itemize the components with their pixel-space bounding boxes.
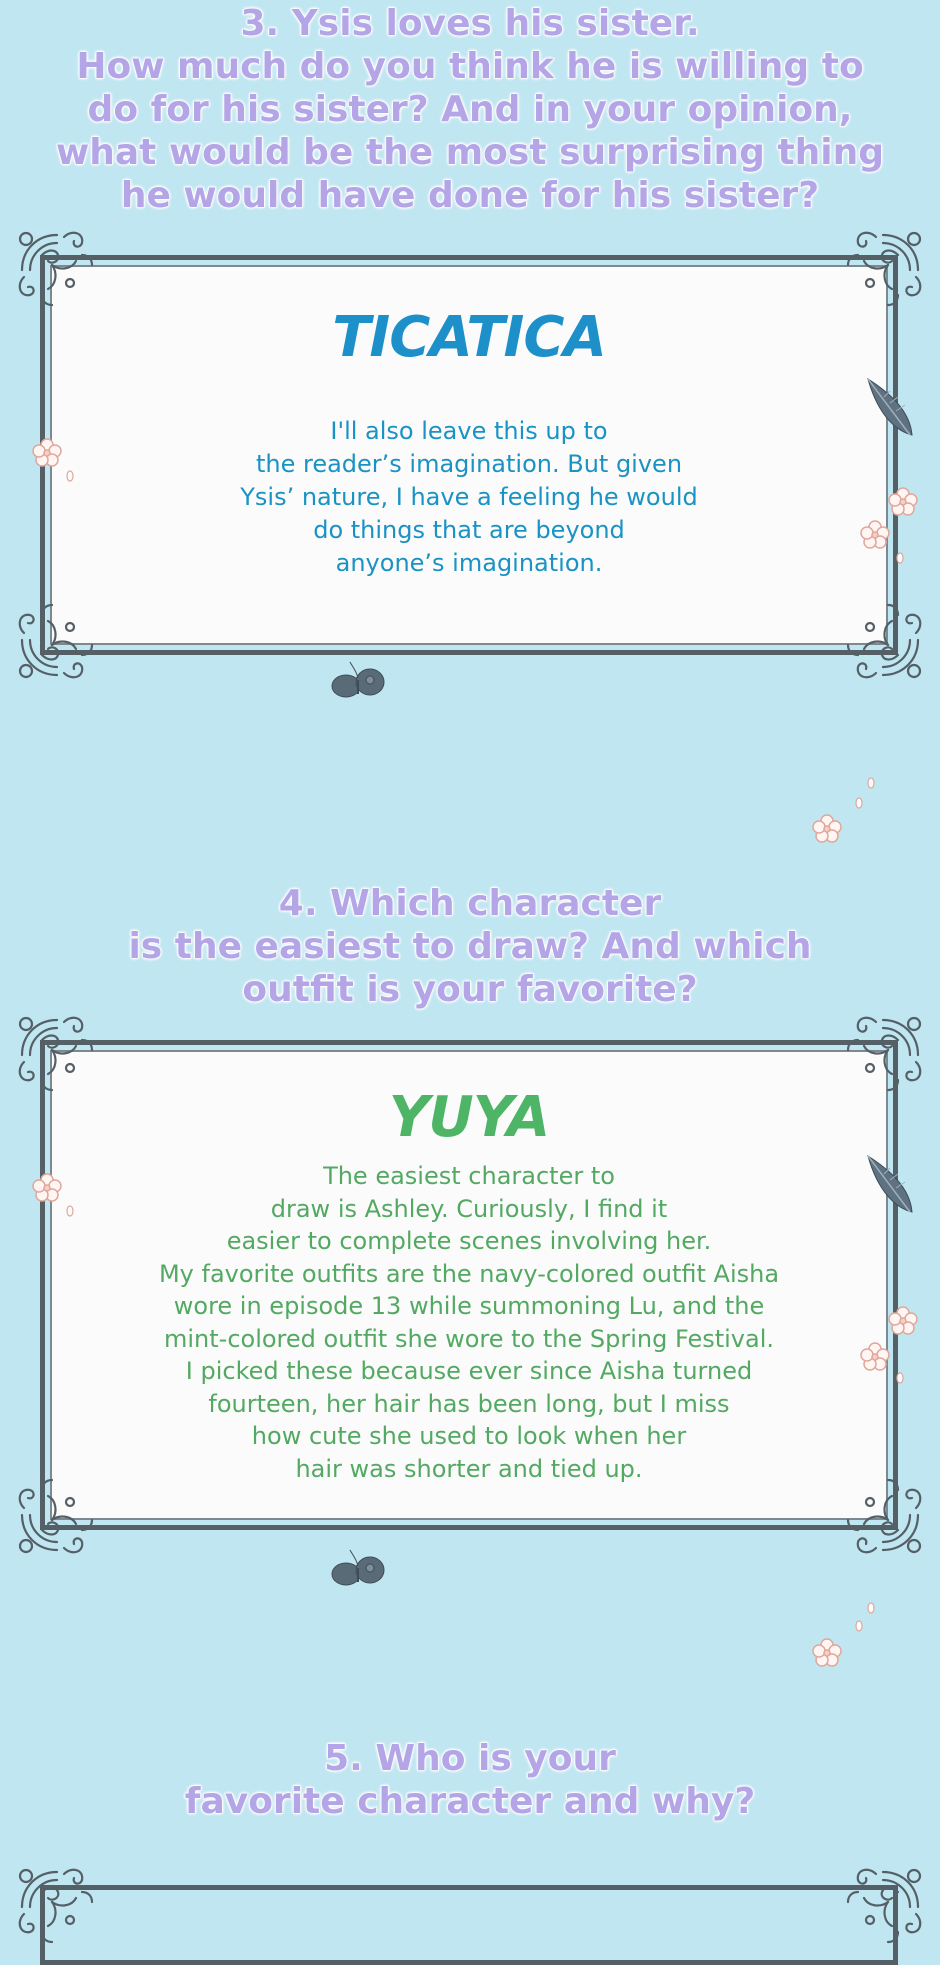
ornate-corner-icon [838, 1470, 928, 1560]
answer-line: I'll also leave this up to [330, 417, 608, 445]
answer-card-partial [40, 1885, 898, 1965]
answer-line: fourteen, her hair has been long, but I miss [208, 1389, 730, 1418]
flower-petal-icon [866, 775, 876, 794]
author-name: TICATICA [332, 305, 606, 370]
flower-petal-icon [32, 438, 62, 472]
flower-petal-icon [888, 487, 918, 521]
question-4-line: outfit is your favorite? [242, 969, 698, 1010]
question-3-line: 3. Ysis loves his sister. [240, 3, 700, 44]
butterfly-icon [328, 660, 388, 708]
flower-petal-icon [854, 795, 864, 814]
answer-line: do things that are beyond [313, 516, 625, 544]
answer-text [80, 1160, 858, 1485]
ornate-corner-icon [12, 1470, 102, 1560]
question-4-line: is the easiest to draw? And which [128, 926, 812, 967]
answer-card-ticatica [40, 255, 898, 655]
question-3-line: he would have done for his sister? [120, 175, 820, 216]
ornate-corner-icon [838, 225, 928, 315]
butterfly-icon [328, 1548, 388, 1596]
ornate-corner-icon [838, 595, 928, 685]
flower-petal-icon [860, 1342, 890, 1376]
ornate-corner-icon [12, 595, 102, 685]
question-5-line: 5. Who is your [324, 1738, 616, 1779]
question-3-line: what would be the most surprising thing [55, 132, 885, 173]
question-4 [40, 882, 900, 1011]
answer-line: The easiest character to [323, 1162, 615, 1190]
flower-petal-icon [65, 468, 75, 487]
answer-line: wore in episode 13 while summoning Lu, and the [173, 1292, 765, 1320]
answer-line: My favorite outfits are the navy-colored outfit Aisha [158, 1259, 780, 1288]
answer-card-yuya [40, 1040, 898, 1530]
question-3-line: How much do you think he is willing to [76, 46, 864, 87]
ornate-corner-icon [12, 1862, 102, 1952]
ornate-corner-icon [12, 225, 102, 315]
answer-line: easier to complete scenes involving her. [226, 1227, 712, 1255]
answer-line: Ysis’ nature, I have a feeling he would [240, 483, 698, 511]
question-4-line: 4. Which character [278, 883, 662, 924]
flower-petal-icon [860, 520, 890, 554]
answer-line: draw is Ashley. Curiously, I find it [270, 1194, 668, 1223]
answer-line: how cute she used to look when her [251, 1422, 687, 1450]
question-3 [40, 2, 900, 217]
answer-text [80, 415, 858, 580]
feather-icon [860, 1152, 920, 1226]
answer-line: hair was shorter and tied up. [295, 1454, 643, 1483]
answer-line: the reader’s imagination. But given [255, 450, 683, 478]
answer-line: anyone’s imagination. [335, 549, 603, 577]
flower-petal-icon [812, 1638, 842, 1672]
author-name: YUYA [388, 1085, 550, 1150]
answer-line: I picked these because ever since Aisha turned [185, 1357, 753, 1385]
question-5 [40, 1737, 900, 1823]
question-3-line: do for his sister? And in your opinion, [87, 89, 853, 130]
question-5-line: favorite character and why? [184, 1781, 756, 1822]
flower-petal-icon [895, 1370, 905, 1389]
answer-line: mint-colored outfit she wore to the Spring Festival. [163, 1324, 774, 1353]
flower-petal-icon [65, 1203, 75, 1222]
flower-petal-icon [812, 814, 842, 848]
feather-icon [860, 375, 920, 449]
flower-petal-icon [888, 1306, 918, 1340]
card-frame [40, 1885, 898, 1965]
flower-petal-icon [895, 550, 905, 569]
ornate-corner-icon [838, 1862, 928, 1952]
flower-petal-icon [866, 1600, 876, 1619]
ornate-corner-icon [838, 1010, 928, 1100]
flower-petal-icon [32, 1173, 62, 1207]
flower-petal-icon [854, 1618, 864, 1637]
ornate-corner-icon [12, 1010, 102, 1100]
